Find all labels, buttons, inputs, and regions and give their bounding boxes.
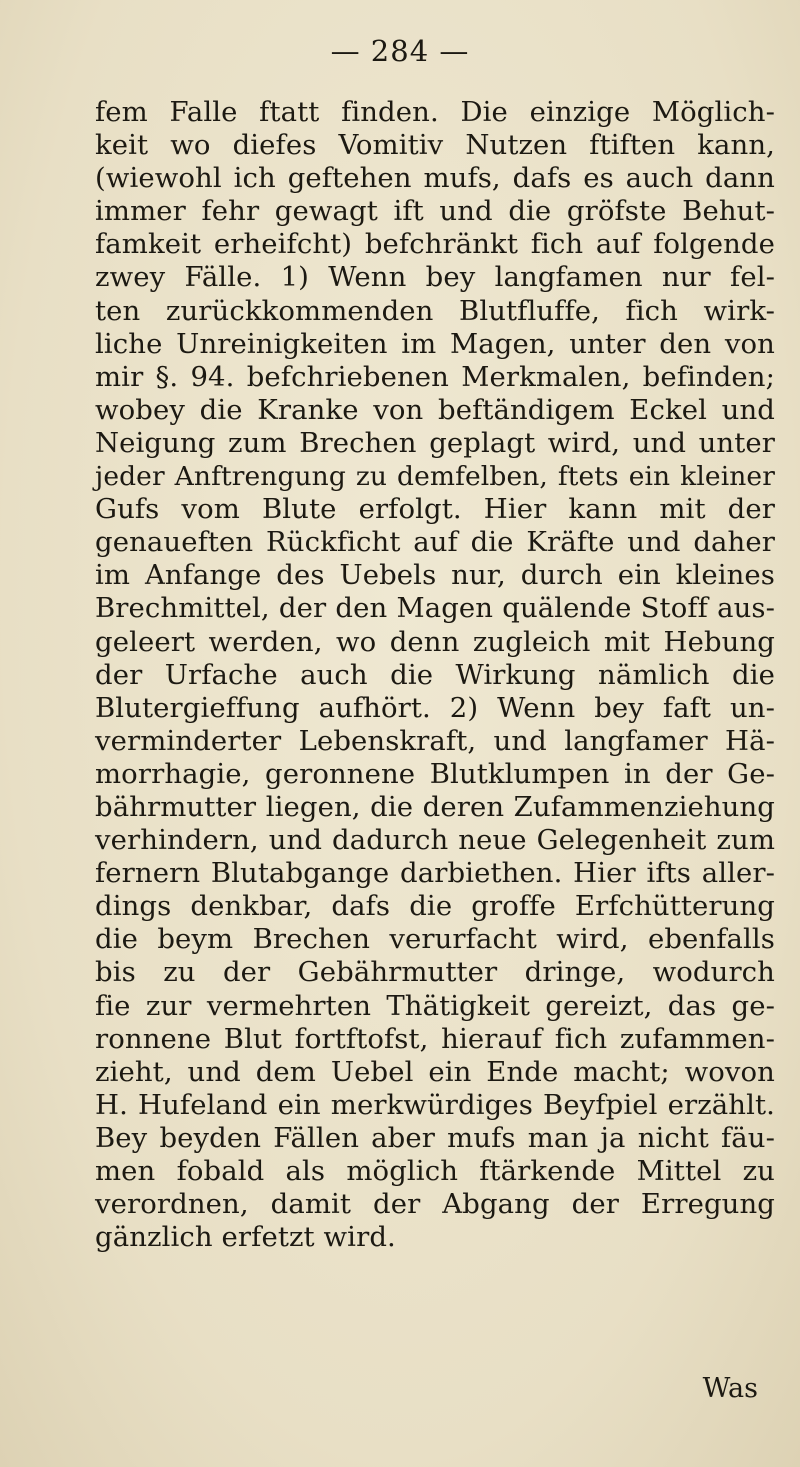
text-line: fem Falle ftatt finden. Die einzige Möglich-: [95, 96, 775, 128]
text-line: wobey die Kranke von beftändigem Eckel und: [95, 393, 775, 426]
body-text: [95, 96, 775, 1254]
text-line: im Anfange des Uebels nur, durch ein kleines: [95, 559, 775, 592]
text-line: immer fehr gewagt ift und die gröfste Behut-: [95, 195, 775, 228]
text-line: zieht, und dem Uebel ein Ende macht; wovon: [95, 1055, 775, 1088]
text-line: dings denkbar, dafs die groffe Erfchütterung: [95, 890, 775, 923]
text-line: verordnen, damit der Abgang der Erregung: [95, 1188, 775, 1221]
text-line: bährmutter liegen, die deren Zufammenziehung: [95, 790, 775, 823]
text-line: genaueften Rückficht auf die Kräfte und daher: [95, 526, 775, 559]
text-line: der Urfache auch die Wirkung nämlich die: [95, 658, 775, 691]
text-line: Neigung zum Brechen geplagt wird, und unter: [95, 426, 775, 459]
text-line: ten zurückkommenden Blutfluffe, fich wirk-: [95, 294, 775, 327]
text-line: famkeit erheifcht) befchränkt fich auf folgende: [95, 228, 775, 261]
text-line: fie zur vermehrten Thätigkeit gereizt, das ge-: [95, 989, 775, 1022]
text-line: zwey Fälle. 1) Wenn bey langfamen nur fel-: [95, 261, 775, 294]
text-line: verminderter Lebenskraft, und langfamer Hä-: [95, 724, 775, 757]
text-line: jeder Anftrengung zu demfelben, ftets ein kleiner: [95, 461, 775, 493]
text-line: gänzlich erfetzt wird.: [95, 1221, 396, 1254]
text-line: fernern Blutabgange darbiethen. Hier ifts aller-: [95, 857, 775, 890]
text-line: H. Hufeland ein merkwürdiges Beyfpiel erzählt.: [95, 1088, 775, 1121]
text-line: verhindern, und dadurch neue Gelegenheit zum: [95, 824, 775, 857]
text-line: mir §. 94. befchriebenen Merkmalen, befinden;: [95, 360, 775, 393]
text-line: keit wo diefes Vomitiv Nutzen ftiften kann,: [95, 129, 775, 162]
text-line: Gufs vom Blute erfolgt. Hier kann mit der: [95, 493, 775, 526]
text-line: morrhagie, geronnene Blutklumpen in der Ge-: [95, 757, 775, 790]
page-number: — 284 —: [330, 34, 470, 68]
text-line: geleert werden, wo denn zugleich mit Hebung: [95, 625, 775, 658]
text-line: Bey beyden Fällen aber mufs man ja nicht fäu-: [95, 1121, 775, 1154]
text-line: men fobald als möglich ftärkende Mittel zu: [95, 1155, 775, 1187]
catchword: Was: [702, 1373, 758, 1404]
text-line: ronnene Blut fortftofst, hierauf fich zufammen-: [95, 1022, 775, 1055]
text-line: Blutergieffung aufhört. 2) Wenn bey faft un-: [95, 691, 775, 724]
text-line: liche Unreinigkeiten im Magen, unter den von: [95, 327, 775, 360]
text-line: Brechmittel, der den Magen quälende Stoff aus-: [95, 592, 775, 625]
text-line: bis zu der Gebährmutter dringe, wodurch: [95, 956, 775, 989]
text-line: (wiewohl ich geftehen mufs, dafs es auch dann: [95, 162, 775, 195]
text-line: die beym Brechen verurfacht wird, ebenfalls: [95, 923, 775, 956]
